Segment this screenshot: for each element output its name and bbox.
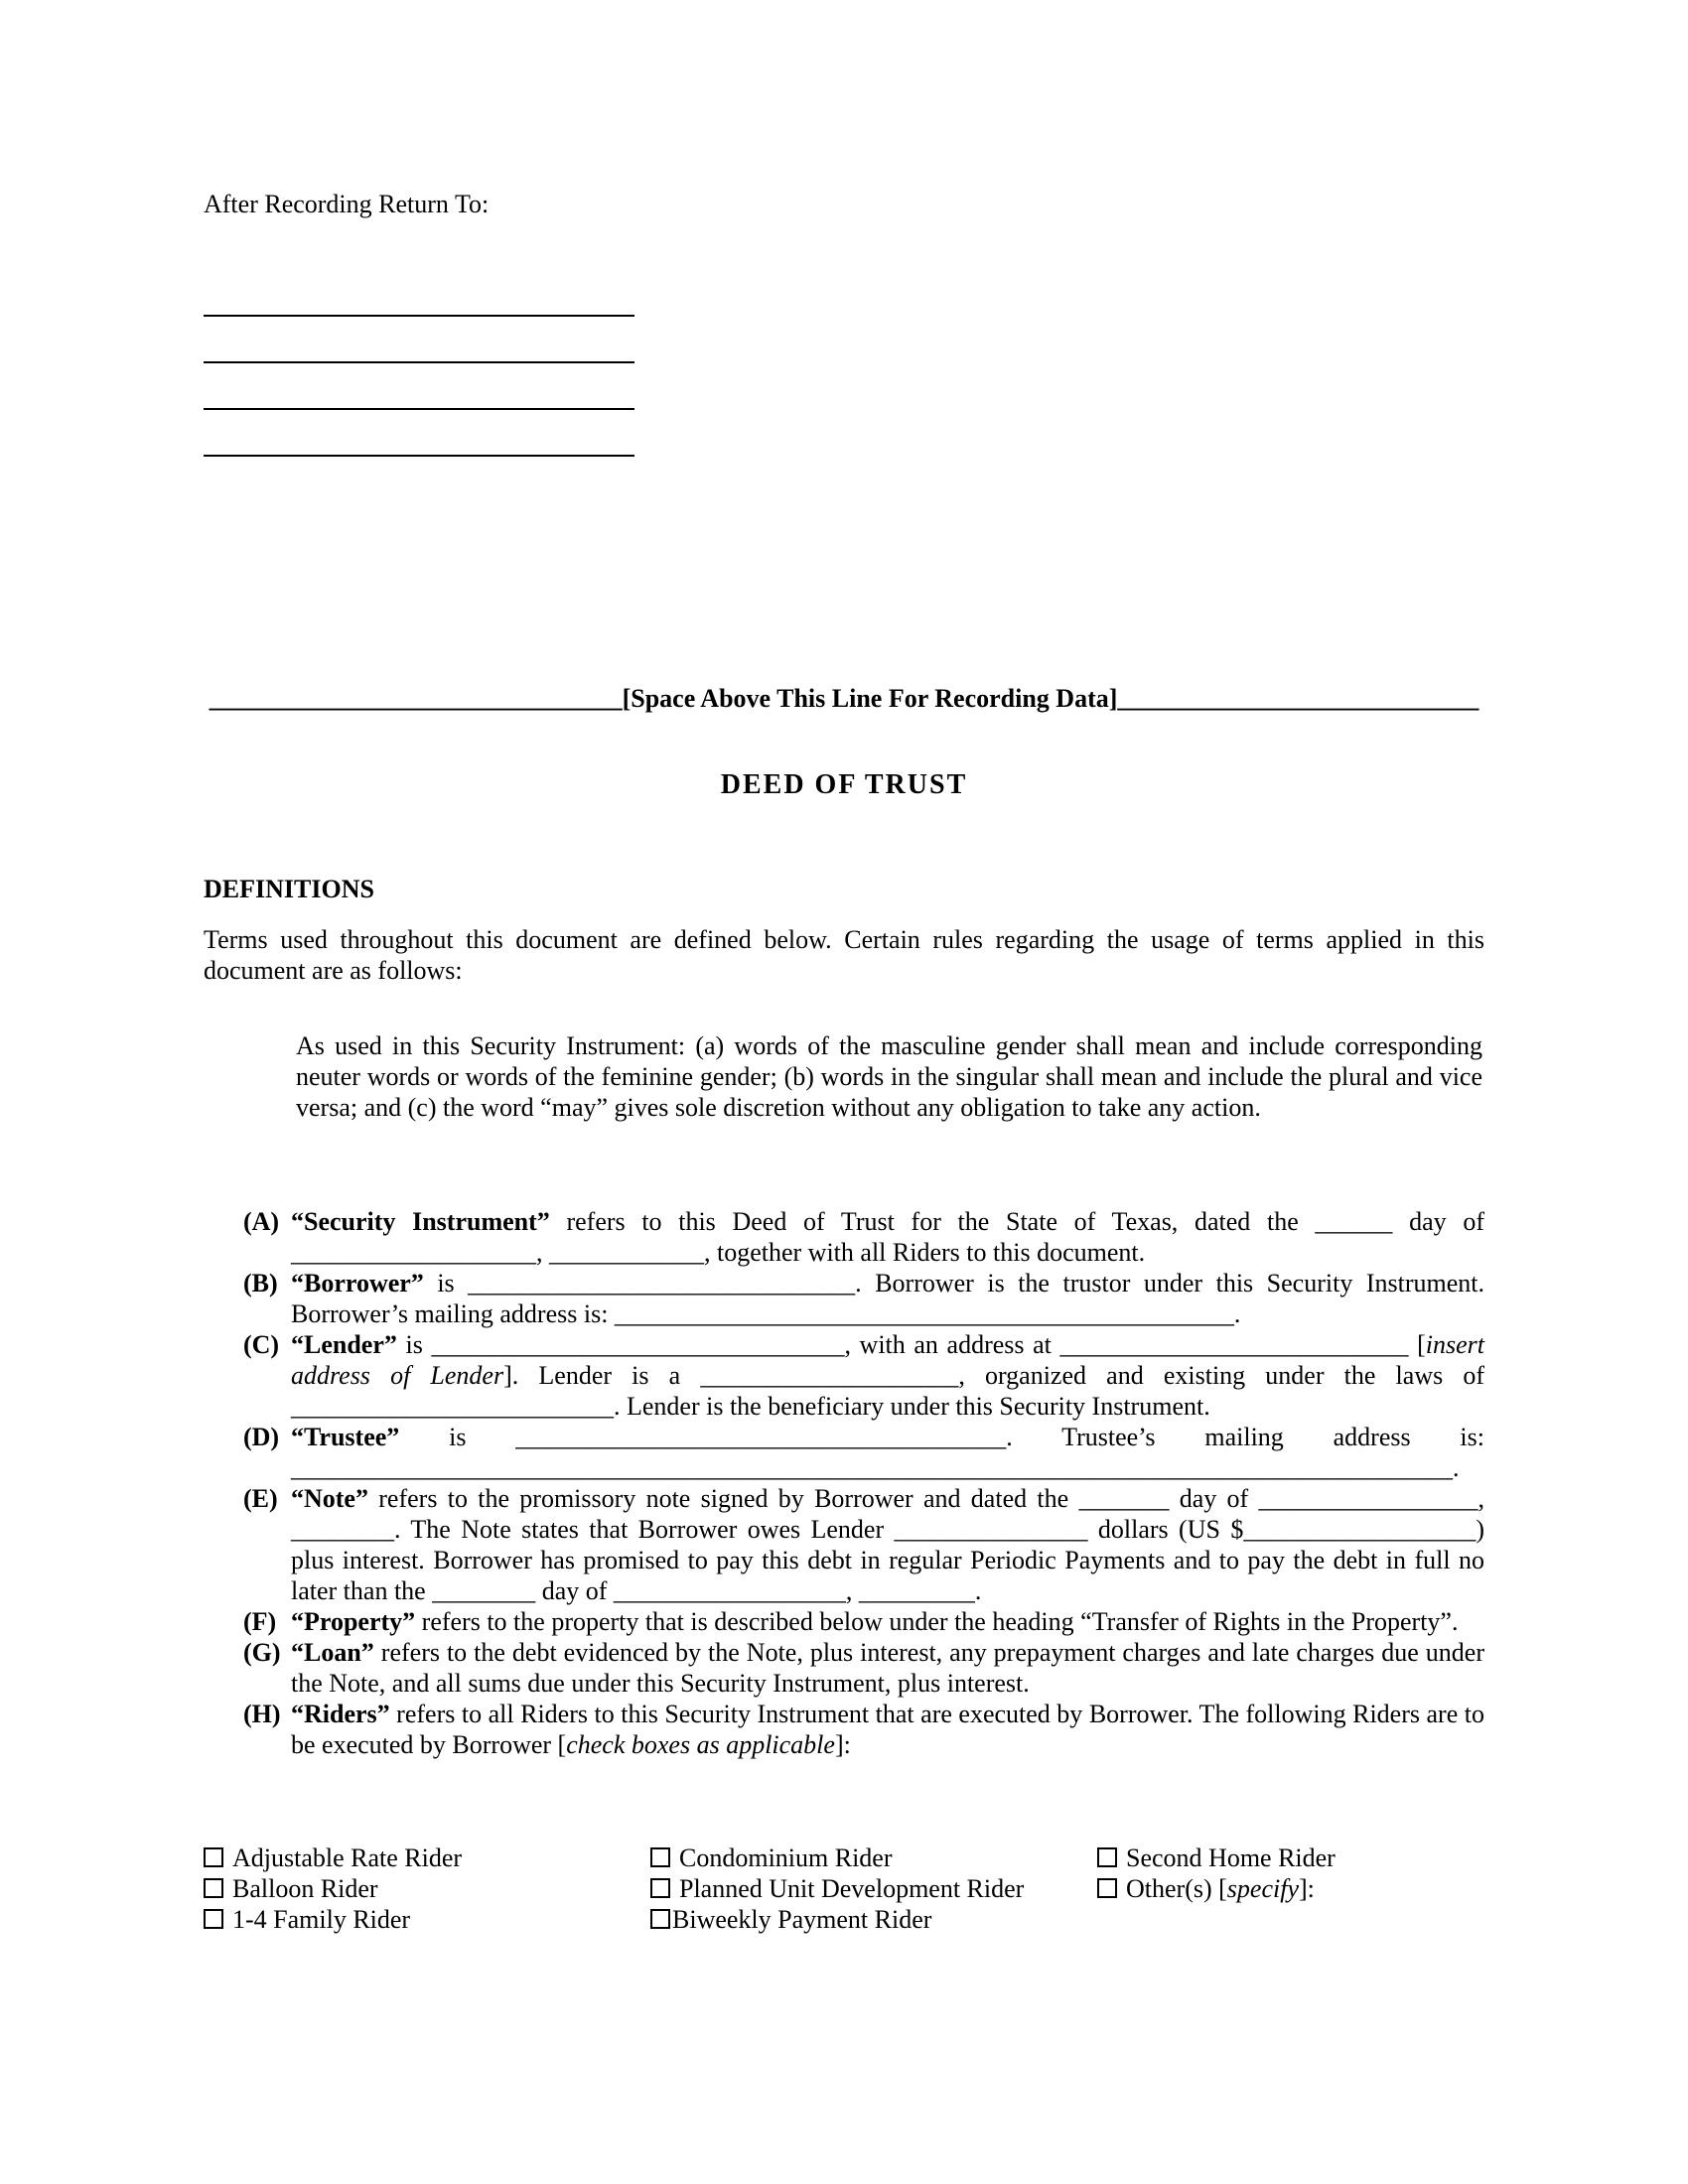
rider-label: Adjustable Rate Rider [232, 1843, 463, 1872]
definition-marker: (C) [243, 1330, 280, 1359]
return-address-lines [204, 270, 634, 457]
definitions-list [204, 1206, 1484, 1760]
definition-text: is ______________________________. Borrower is the trustor under this Security Instrument. Borrower’s mailing address is: ________________________________________________. [291, 1269, 1484, 1328]
return-address-line[interactable] [204, 410, 634, 457]
rider-label: specify [1226, 1874, 1299, 1903]
definition-marker: (A) [243, 1207, 280, 1236]
rider-option-biweekly-payment-rider [650, 1904, 1097, 1935]
checkbox-icon[interactable] [1097, 1878, 1117, 1898]
definition-text: refers to the property that is described below under the heading “Transfer of Rights in the Property”. [415, 1607, 1459, 1636]
definition-text: “Trustee” [291, 1423, 400, 1451]
after-recording-label: After Recording Return To: [204, 190, 490, 218]
definitions-heading: DEFINITIONS [204, 875, 374, 903]
rider-label: Second Home Rider [1126, 1843, 1336, 1872]
definition-marker: (D) [243, 1423, 280, 1451]
rider-option-second-home-rider [1097, 1843, 1484, 1873]
rider-option-one-four-family-rider [204, 1904, 650, 1935]
checkbox-icon[interactable] [650, 1909, 670, 1929]
definition-marker: (B) [243, 1269, 278, 1297]
return-address-line[interactable] [204, 363, 634, 410]
left-fill-line: ________________________________ [209, 684, 623, 713]
rider-option-adjustable-rate-rider [204, 1843, 650, 1873]
definition-item [204, 1483, 1484, 1606]
checkbox-icon[interactable] [650, 1878, 670, 1898]
definition-text: refers to this Deed of Trust for the State of Texas, dated the ______ day of ___________________, ____________, together with all Riders to this document. [291, 1207, 1484, 1267]
rider-label: Condominium Rider [679, 1843, 893, 1872]
definition-text: ]. Lender is a ____________________, organized and existing under the laws of _________________________. Lender is the beneficiary under this Security Instrument. [291, 1361, 1485, 1421]
page-title: DEED OF TRUST [720, 769, 968, 800]
definition-text: refers to the debt evidenced by the Note, plus interest, any prepayment charges and late charges due under the Note, and all sums due under this Security Instrument, plus interest. [291, 1638, 1484, 1698]
definition-text: insert address of Lender [291, 1330, 1484, 1390]
definition-text: refers to all Riders to this Security Instrument that are executed by Borrower. The following Riders are to be executed by Borrower [ [291, 1700, 1484, 1759]
definition-text: is ______________________________________. Trustee’s mailing address is: __________________________________________________________________________________________. [291, 1423, 1484, 1482]
definition-item [204, 1268, 1484, 1329]
return-address-line[interactable] [204, 270, 634, 317]
rider-option-condominium-rider [650, 1843, 1097, 1873]
definition-item [204, 1329, 1484, 1422]
definition-marker: (F) [243, 1607, 277, 1636]
definition-marker: (H) [243, 1700, 281, 1728]
definition-item [204, 1699, 1484, 1760]
usage-paragraph: As used in this Security Instrument: (a) words of the masculine gender shall mean and include corresponding neuter words or words of the feminine gender; (b) words in the singular shall mean and include the plural and vice versa; and (c) the word “may” gives sole discretion without any obligation to take any action. [296, 1031, 1482, 1122]
definition-item [204, 1637, 1484, 1699]
definition-text: “Property” [291, 1607, 416, 1636]
definition-marker: (E) [243, 1484, 278, 1513]
rider-label: Other(s) [ [1126, 1874, 1227, 1903]
rider-label: Planned Unit Development Rider [679, 1874, 1025, 1903]
checkbox-icon[interactable] [204, 1847, 223, 1867]
definition-text: check boxes as applicable [566, 1730, 835, 1759]
recording-data-divider [0, 683, 1688, 714]
rider-label: Biweekly Payment Rider [672, 1905, 932, 1934]
rider-label: Balloon Rider [232, 1874, 378, 1903]
definition-text: “Lender” [291, 1330, 397, 1359]
definition-marker: (G) [243, 1638, 281, 1667]
return-address-line[interactable] [204, 317, 634, 363]
right-fill-line: ____________________________ [1117, 684, 1479, 713]
definition-text: “Borrower” [291, 1269, 424, 1297]
divider-label: [Space Above This Line For Recording Data] [622, 684, 1118, 713]
definition-text: “Riders” [291, 1700, 390, 1728]
checkbox-icon[interactable] [204, 1878, 223, 1898]
riders-grid [204, 1843, 1484, 1935]
rider-label: ]: [1298, 1874, 1315, 1903]
definition-text: “Loan” [291, 1638, 374, 1667]
definition-text: “Note” [291, 1484, 368, 1513]
rider-option-other-rider [1097, 1873, 1484, 1904]
rider-option-balloon-rider [204, 1873, 650, 1904]
definition-item [204, 1422, 1484, 1483]
definition-text: refers to the promissory note signed by Borrower and dated the _______ day of _________________, ________. The Note states that Borrower owes Lender _______________ dollars (US $__________________) plus interest. Borrower has promised to pay this debt in regular Periodic Payments and to pay the debt in full no later than the ________ day of __________________, _________. [291, 1484, 1484, 1605]
definition-item [204, 1606, 1484, 1637]
definition-text: is ________________________________, with an address at ___________________________ [ [396, 1330, 1426, 1359]
rider-empty-cell [1097, 1904, 1484, 1935]
checkbox-icon[interactable] [204, 1909, 223, 1929]
definition-text: ]: [834, 1730, 851, 1759]
checkbox-icon[interactable] [650, 1847, 670, 1867]
rider-option-planned-unit-development-rider [650, 1873, 1097, 1904]
definition-item [204, 1206, 1484, 1268]
checkbox-icon[interactable] [1097, 1847, 1117, 1867]
definition-text: “Security Instrument” [291, 1207, 550, 1236]
rider-label: 1-4 Family Rider [232, 1905, 411, 1934]
definitions-intro: Terms used throughout this document are defined below. Certain rules regarding the usage of terms applied in this document are as follows: [204, 925, 1484, 985]
